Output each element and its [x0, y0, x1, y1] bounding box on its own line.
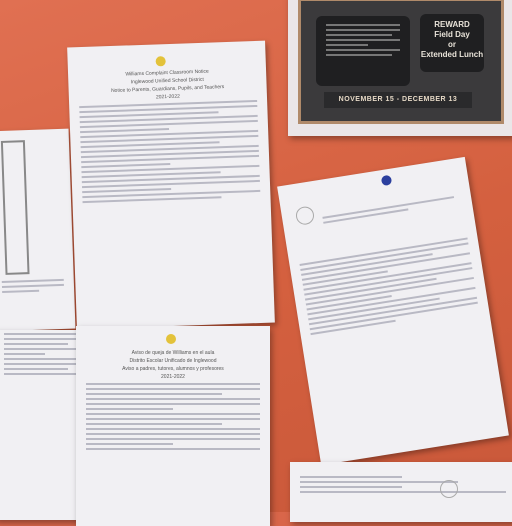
williams-notice-english [67, 41, 275, 330]
reward-line-2: or [448, 40, 456, 49]
left-partial-sheet [0, 129, 75, 332]
reward-line-3: Extended Lunch [420, 50, 484, 59]
aviso-year: 2021-2022 [161, 374, 185, 380]
aviso-subtitle: Distrito Escolar Unificado de Inglewood [129, 358, 217, 364]
notice-title: Williams Complaint Classroom Notice [125, 68, 209, 78]
aviso-title: Aviso de queja de Williams en el aula [131, 350, 215, 356]
reward-line-1: Field Day [434, 30, 470, 39]
williams-notice-spanish [76, 326, 270, 526]
notice-year: 2021-2022 [155, 93, 180, 101]
notice-subtitle: Inglewood Unified School District [130, 76, 204, 86]
reward-poster [288, 0, 512, 136]
poster-list-box [316, 16, 410, 86]
poster-dates: NOVEMBER 15 - DECEMBER 13 [324, 92, 472, 108]
reward-title: REWARD [434, 20, 470, 29]
bottom-left-partial-sheet [0, 330, 86, 520]
yellow-pushpin [166, 334, 176, 344]
reward-box [420, 14, 484, 72]
notice-heading: Notice to Parents, Guardians, Pupils, and Teachers [110, 84, 225, 95]
bottom-right-partial-sheet [290, 462, 512, 522]
aviso-heading: Aviso a padres, tutores, alumnos y profesores [122, 366, 224, 372]
